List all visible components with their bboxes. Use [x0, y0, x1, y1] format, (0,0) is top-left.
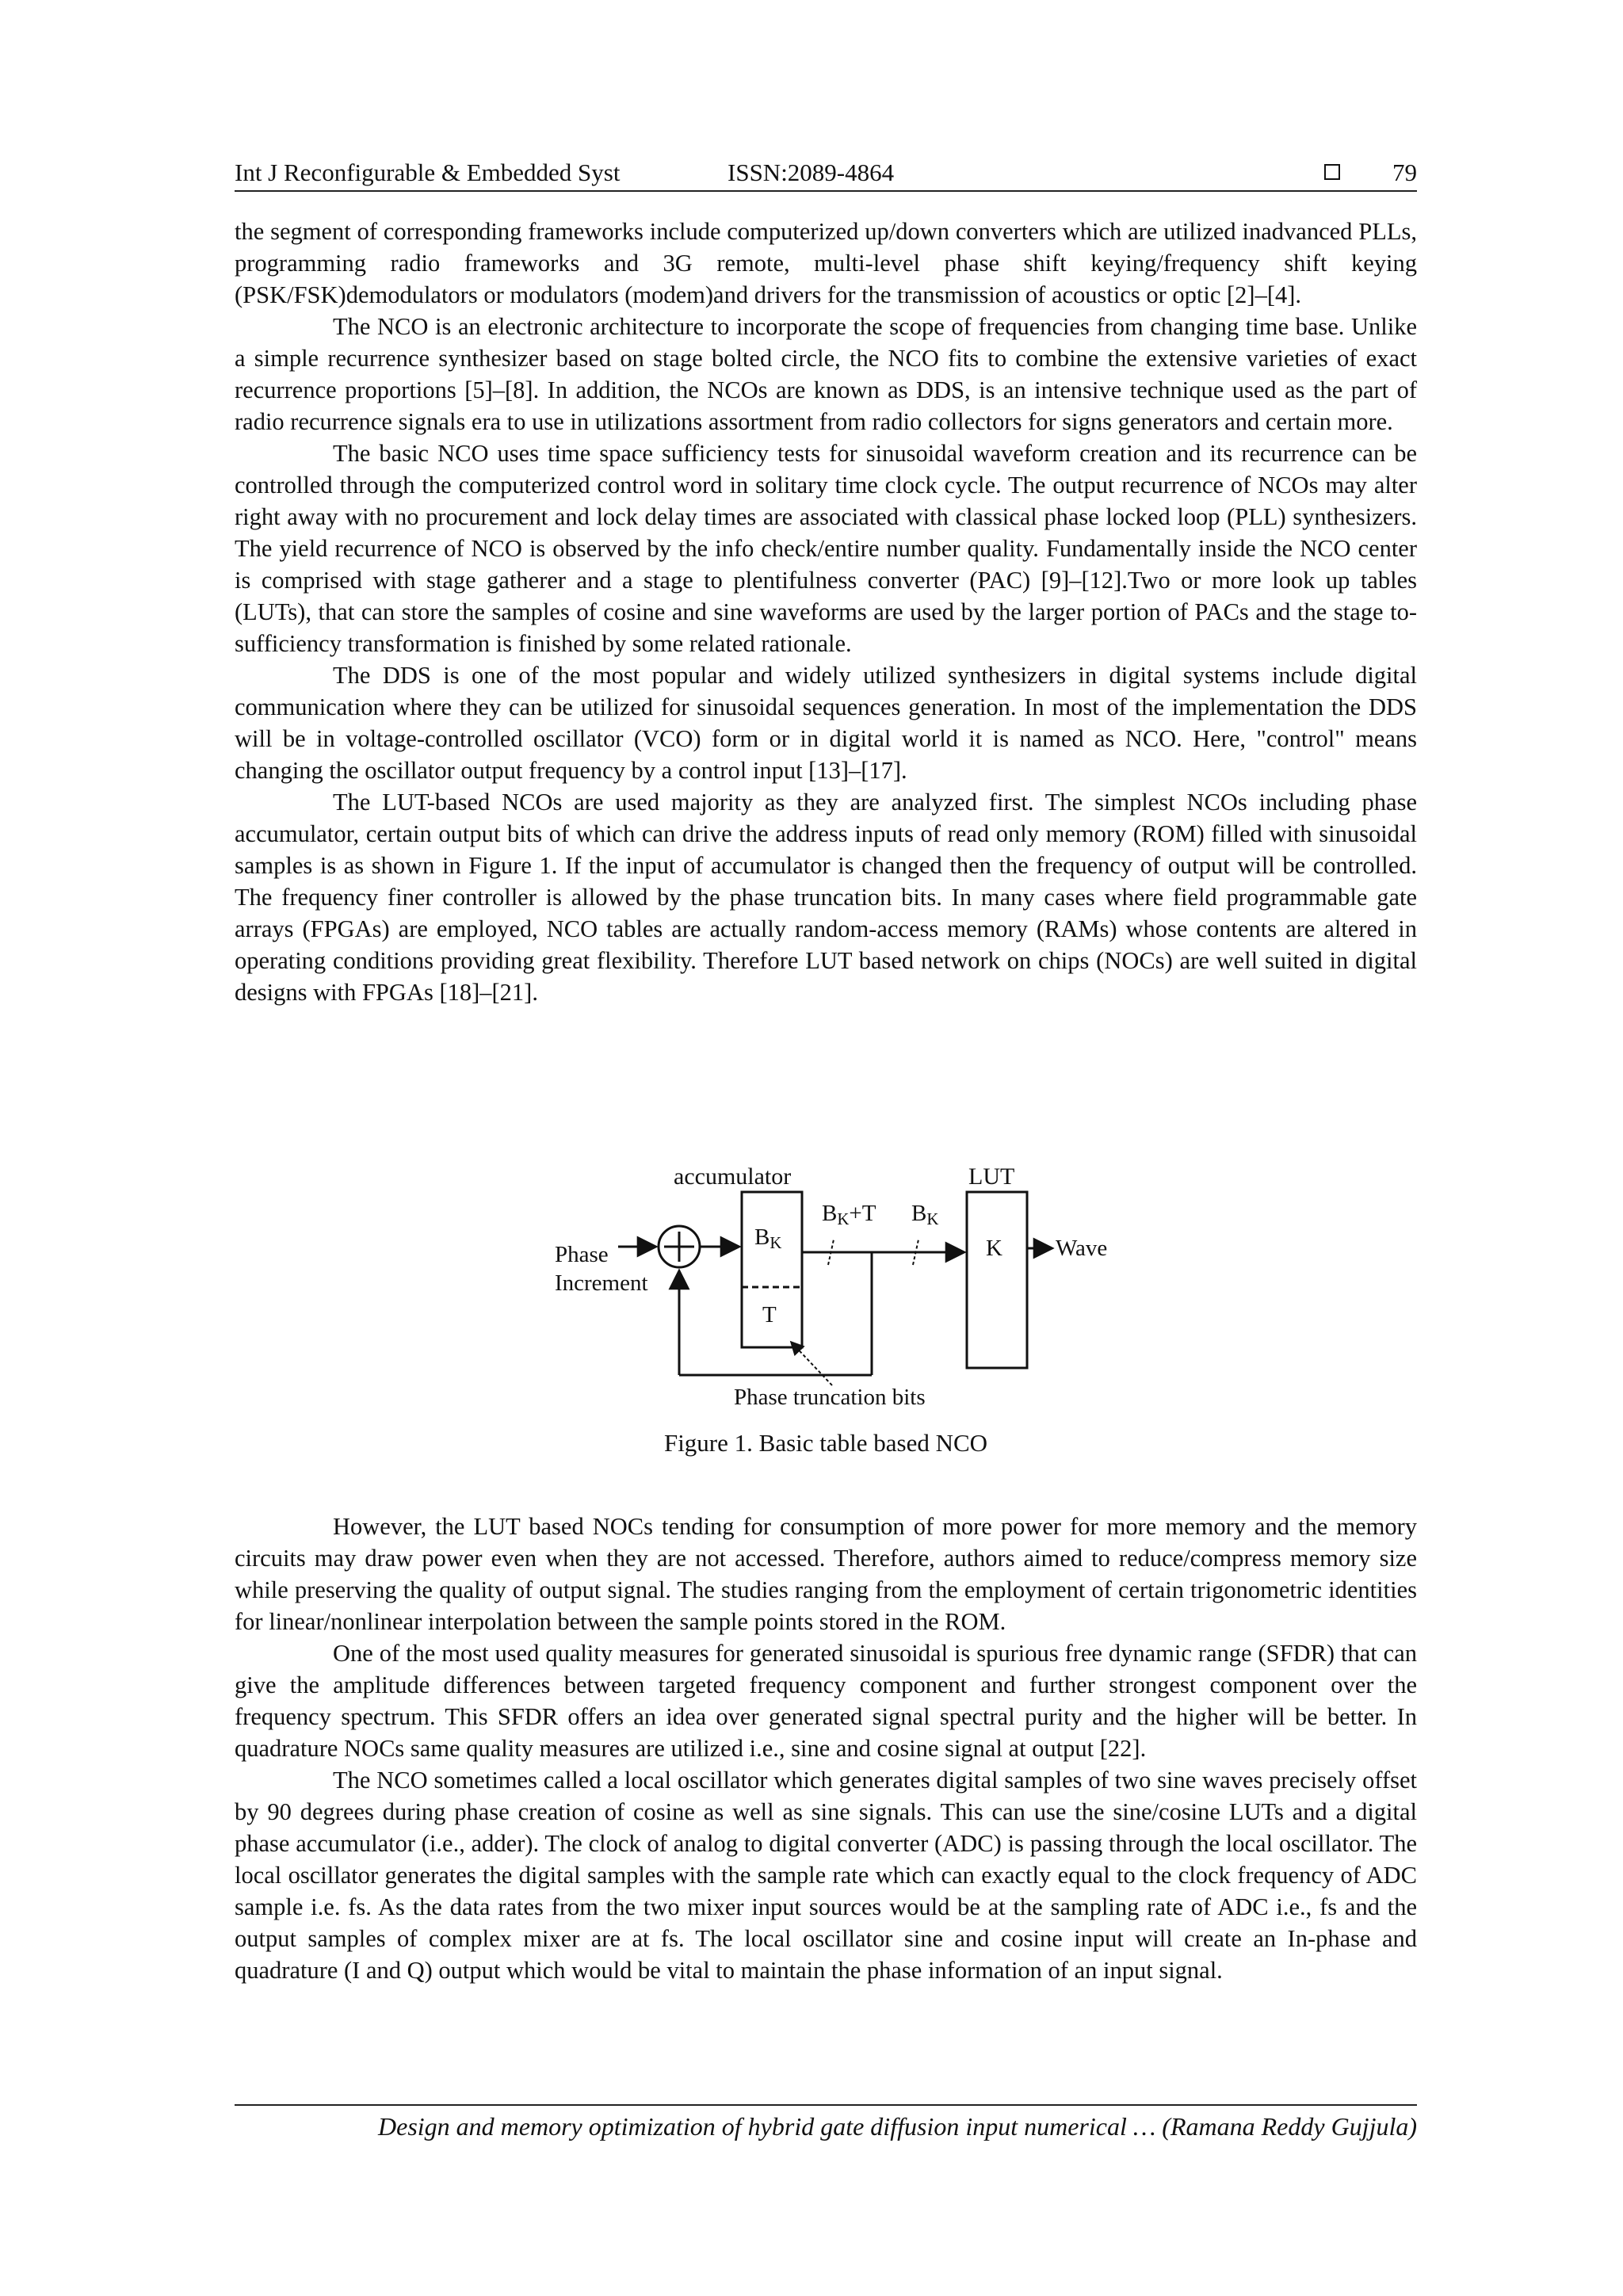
truncation-label: Phase truncation bits — [734, 1385, 926, 1410]
paragraph: The LUT-based NCOs are used majority as they are analyzed first. The simplest NCOs including phase accumulator, certain output bits of which can drive the address inputs of read only memory (ROM) filled with sinusoidal samples is as shown in Figure 1. If the input of accumulator is changed then the frequency of output will be controlled. The frequency finer controller is allowed by the phase truncation bits. In many cases where field programmable gate arrays (FPGAs) are employed, NCO tables are actually random-access memory (RAMs) whose contents are altered in operating conditions providing great flexibility. Therefore LUT based network on chips (NOCs) are well suited in digital designs with FPGAs [18]–[21]. — [235, 789, 1417, 1006]
figure-caption: Figure 1. Basic table based NCO — [663, 1429, 988, 1457]
t-box-label: T — [762, 1302, 777, 1328]
bk-plus-t-label: BK+T — [822, 1201, 876, 1229]
body-text-bottom — [235, 1511, 1417, 1986]
phase-label: Phase — [555, 1242, 609, 1267]
paragraph: The basic NCO uses time space sufficiency tests for sinusoidal waveform creation and its recurrence can be controlled through the computerized control word in solitary time clock cycle. The output recurrence of NCOs may alter right away with no procurement and lock delay times are associated with classical phase locked loop (PLL) synthesizers. The yield recurrence of NCO is observed by the info check/entire number quality. Fundamentally inside the NCO center is comprised with stage gatherer and a stage to plentifulness converter (PAC) [9]–[12].Two or more look up tables (LUTs), that can store the samples of cosine and sine waveforms are used by the larger portion of PACs and the stage to-sufficiency transformation is finished by some related rationale. — [235, 440, 1417, 657]
paragraph: The NCO sometimes called a local oscillator which generates digital samples of two sine waves precisely offset by 90 degrees during phase creation of cosine as well as sine signals. This can use the sine/cosine LUTs and a digital phase accumulator (i.e., adder). The clock of analog to digital converter (ADC) is passing through the local oscillator. The local oscillator generates the digital samples with the sample rate which can exactly equal to the clock frequency of ADC sample i.e. fs. As the data rates from the two mixer input sources would be at the sampling rate of ADC i.e., fs and the output samples of complex mixer are at fs. The local oscillator sine and cosine input will create an In-phase and quadrature (I and Q) output which would be vital to maintain the phase information of an input signal. — [235, 1767, 1417, 1984]
paragraph: The NCO is an electronic architecture to incorporate the scope of frequencies from changing time base. Unlike a simple recurrence synthesizer based on stage bolted circle, the NCO fits to combine the extensive varieties of exact recurrence proportions [5]–[8]. In addition, the NCOs are known as DDS, is an intensive technique used as the part of radio recurrence signals era to use in utilizations assortment from radio collectors for signs generators and certain more. — [235, 313, 1417, 435]
running-header — [235, 155, 1417, 192]
truncation-pointer — [791, 1342, 832, 1385]
wave-label: Wave — [1056, 1236, 1108, 1261]
paragraph: the segment of corresponding frameworks include computerized up/down converters which are utilized inadvanced PLLs, programming radio frameworks and 3G remote, multi-level phase shift keying/frequency shift keying (PSK/FSK)demodulators or modulators (modem)and drivers for the transmission of acoustics or optic [2]–[4]. — [235, 218, 1417, 308]
body-text-top — [235, 216, 1417, 1008]
issn: ISSN:2089-4864 — [727, 159, 895, 186]
figure-nco-diagram — [555, 1157, 1125, 1411]
checkbox-icon — [1324, 164, 1340, 180]
accumulator-label: accumulator — [674, 1163, 792, 1190]
paragraph: One of the most used quality measures for generated sinusoidal is spurious free dynamic range (SFDR) that can give the amplitude differences between targeted frequency component and further strongest component over the frequency spectrum. This SFDR offers an idea over generated signal spectral purity and the higher will be better. In quadrature NOCs same quality measures are utilized i.e., sine and cosine signal at output [22]. — [235, 1640, 1417, 1762]
paragraph: The DDS is one of the most popular and widely utilized synthesizers in digital systems include digital communication where they can be utilized for sinusoidal sequences generation. In most of the implementation the DDS will be in voltage-controlled oscillator (VCO) form or in digital world it is named as NCO. Here, "control" means changing the oscillator output frequency by a control input [13]–[17]. — [235, 662, 1417, 784]
lut-box — [967, 1192, 1027, 1368]
increment-label: Increment — [555, 1270, 648, 1296]
nco-block-diagram — [555, 1157, 1125, 1411]
lut-label: LUT — [968, 1163, 1015, 1190]
bk-box-label: BK — [754, 1224, 782, 1253]
bk-label: BK — [911, 1201, 939, 1229]
journal-name: Int J Reconfigurable & Embedded Syst — [235, 159, 621, 186]
page-number: 79 — [1392, 159, 1417, 186]
running-footer: Design and memory optimization of hybrid gate diffusion input numerical … (Ramana Reddy Gujjula) — [235, 2104, 1417, 2145]
paragraph: However, the LUT based NOCs tending for consumption of more power for more memory and the memory circuits may draw power even when they are not accessed. Therefore, authors aimed to reduce/compress memory size while preserving the quality of output signal. The studies ranging from the employment of certain trigonometric identities for linear/nonlinear interpolation between the sample points stored in the ROM. — [235, 1513, 1417, 1635]
k-box-label: K — [986, 1236, 1002, 1261]
